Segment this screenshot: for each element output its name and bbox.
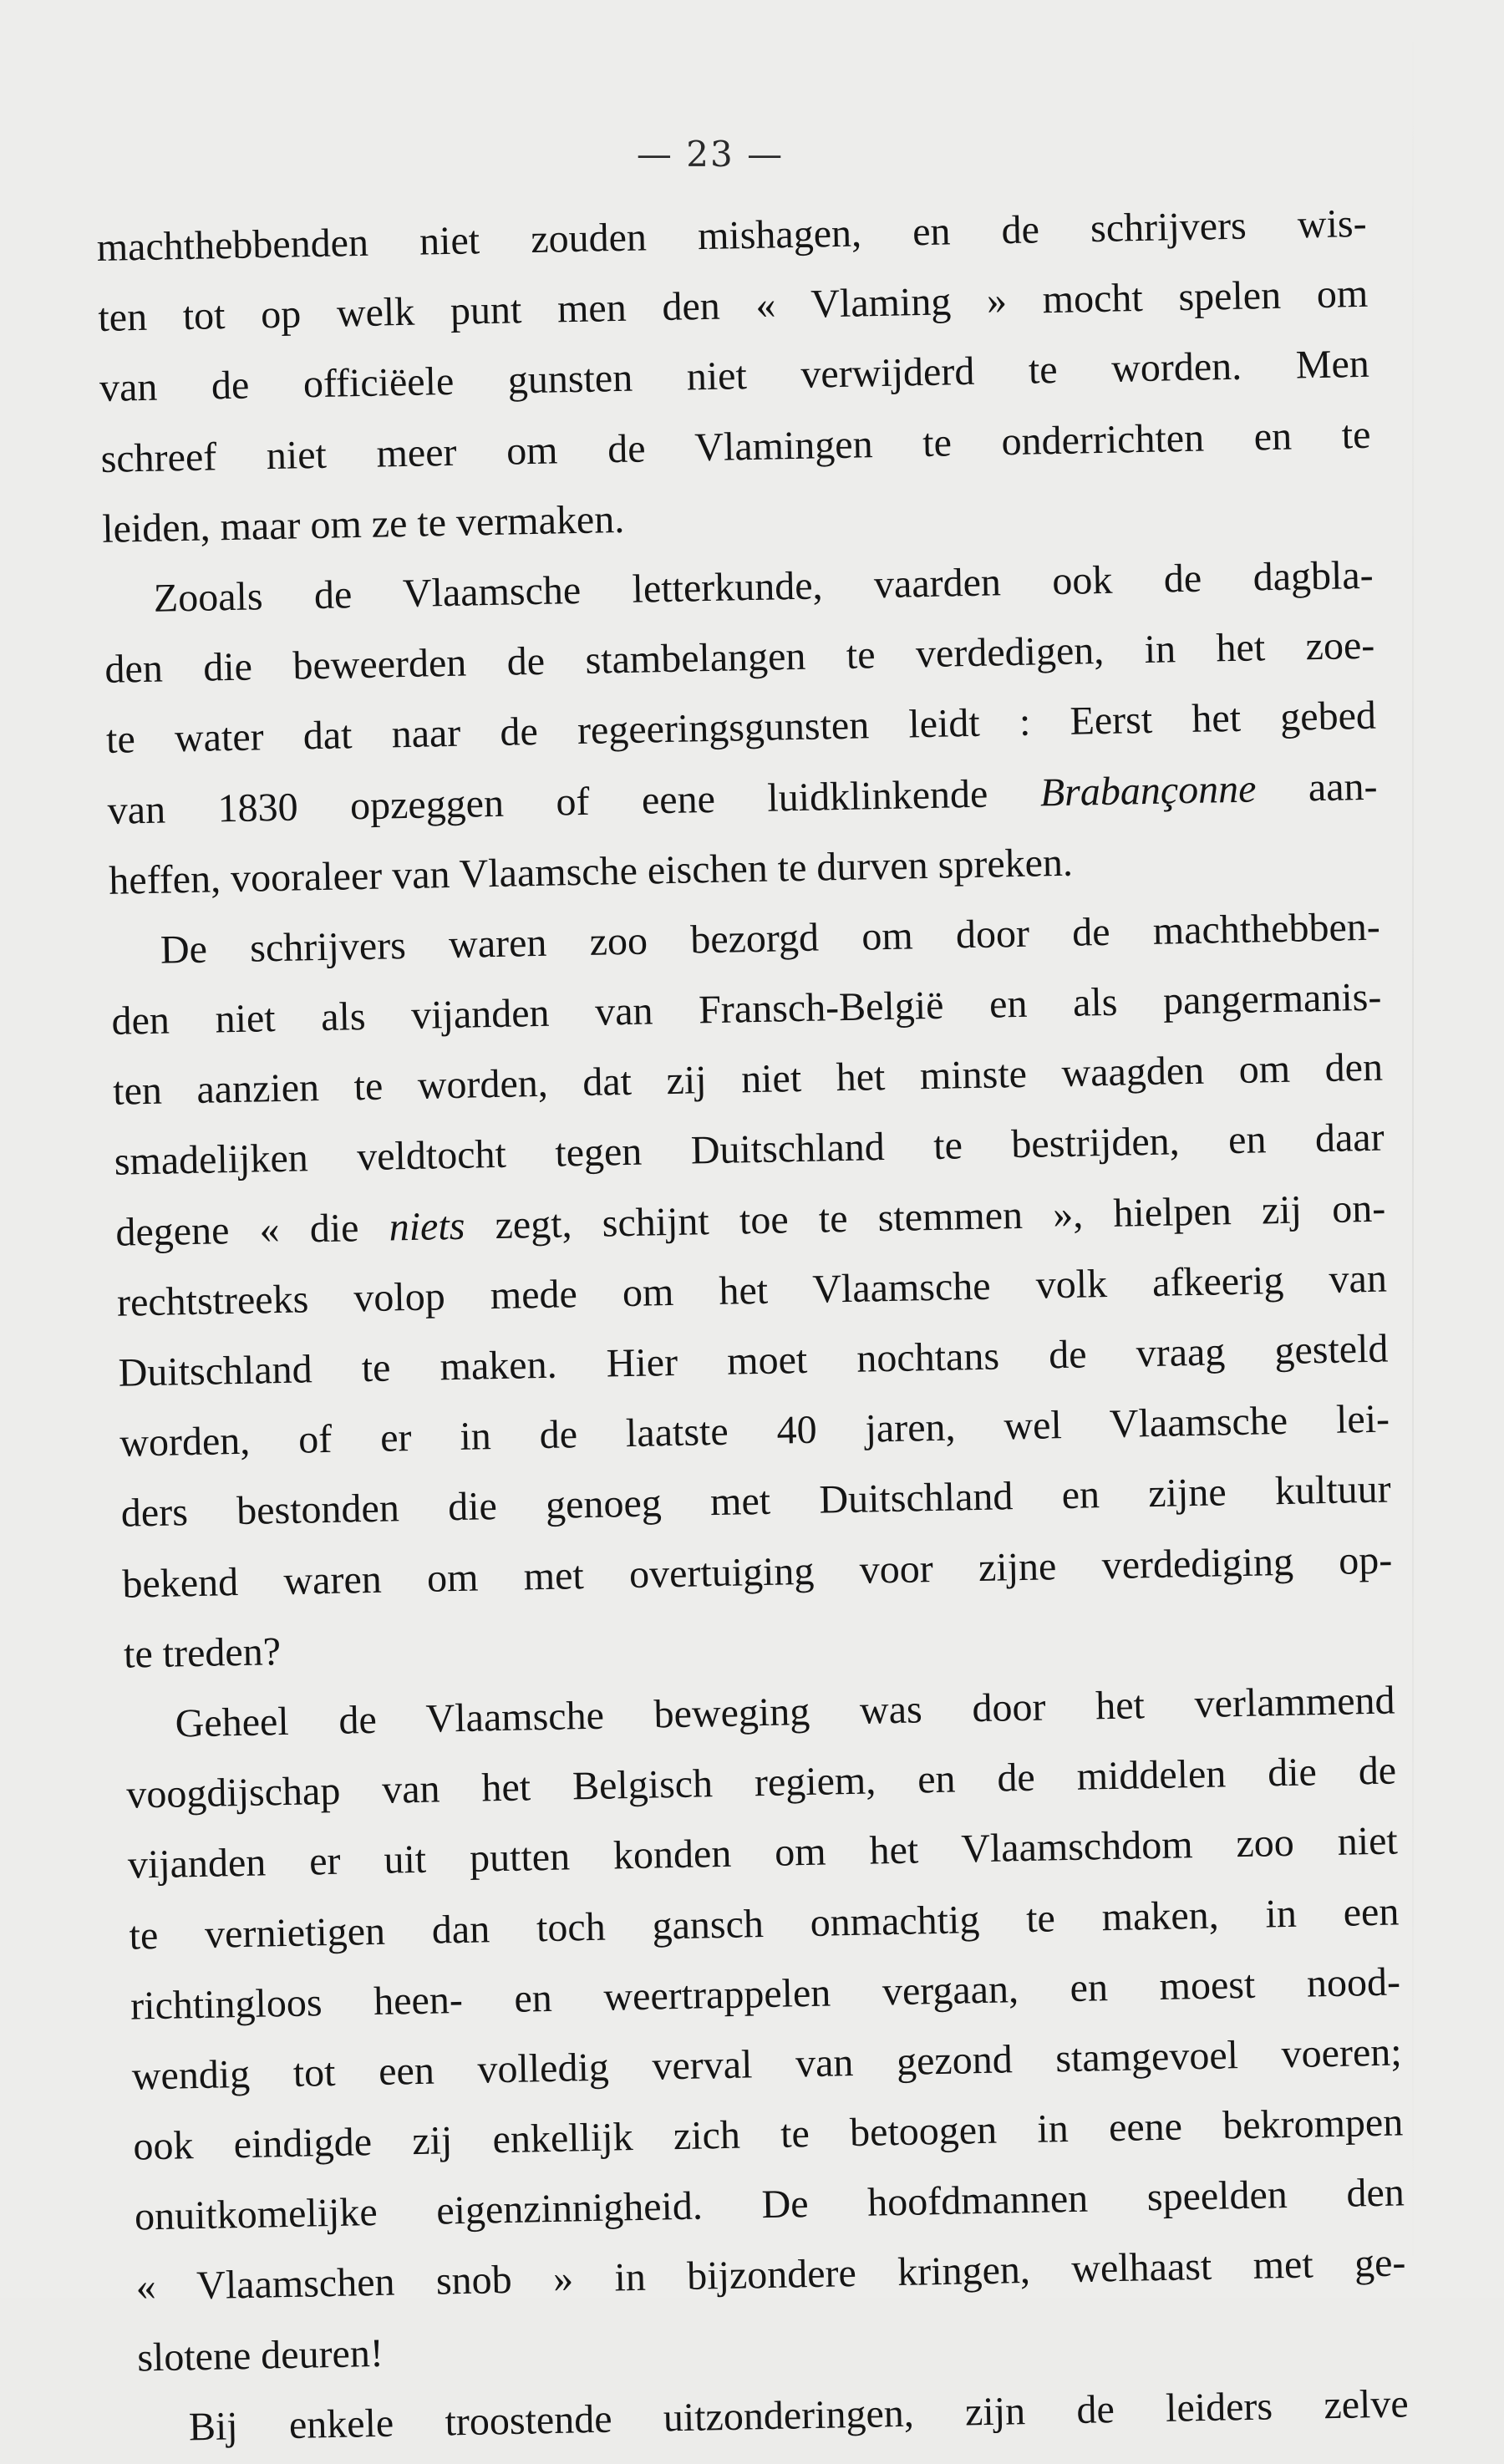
text-line: smadelijken veldtocht tegen Duitschland te bestrijden, en daar <box>114 1115 1385 1185</box>
text-line: bekend waren om met overtuiging voor zijne verdediging op- <box>121 1537 1393 1607</box>
text-line: Geheel de Vlaamsche beweging was door het verlammend <box>175 1678 1395 1746</box>
text-line: van de officiëele gunsten niet verwijderd te worden. Men <box>99 342 1370 411</box>
text-line: vijanden er uit putten konden om het Vlaamschdom zoo niet <box>127 1818 1399 1887</box>
text-line: te treden? <box>123 1628 282 1677</box>
text-line: Duitschland te maken. Hier moet nochtans de vraag gesteld <box>118 1326 1389 1395</box>
text-line: machthebbenden niet zouden mishagen, en de schrijvers wis- <box>96 201 1368 270</box>
emphasis: Brabançonne <box>1039 765 1257 815</box>
text-line: den niet als vijanden van Fransch-België en als pangermanis- <box>111 974 1382 1044</box>
text-line: slotene deuren! <box>136 2330 384 2380</box>
emphasis: niets <box>389 1203 465 1250</box>
text-line: heffen, vooraleer van Vlaamsche eischen te durven spreken. <box>108 840 1074 903</box>
text-line: worden, of er in de laatste 40 jaren, wel Vlaamsche lei- <box>119 1396 1390 1466</box>
text-line: van 1830 opzeggen of eene luidklinkende Brabançonne aan- <box>107 764 1378 833</box>
text-line: te water dat naar de regeeringsgunsten leidt : Eerst het gebed <box>105 693 1377 763</box>
text-line: ders bestonden die genoeg met Duitschland en zijne kultuur <box>120 1466 1392 1537</box>
text-line: Zooals de Vlaamsche letterkunde, vaarden ook de dagbla- <box>153 552 1374 621</box>
text-line: ten tot op welk punt men den « Vlaming » mocht spelen om <box>97 271 1369 341</box>
text-line: voogdijschap van het Belgisch regiem, en de middelen die de <box>125 1748 1397 1817</box>
text-line: onuitkomelijke eigenzinnigheid. De hoofdmannen speelden den <box>134 2170 1405 2239</box>
text-line: leiden, maar om ze te vermaken. <box>101 496 625 551</box>
text-line: richtingloos heen- en weertrappelen vergaan, en moest nood- <box>130 1959 1401 2029</box>
page-number: — 23 — <box>636 134 785 175</box>
text-line: te vernietigen dan toch gansch onmachtig te maken, in een <box>129 1888 1400 1958</box>
body-text <box>96 189 1409 2464</box>
text-line: ook eindigde zij enkellijk zich te betoogen in eene bekrompen <box>132 2100 1404 2169</box>
text-line: De schrijvers waren zoo bezorgd om door de machthebben- <box>160 904 1381 973</box>
text-line: ten aanzien te worden, dat zij niet het minste waagden om den <box>112 1044 1384 1115</box>
text-line: schreef niet meer om de Vlamingen te onderrichten en te <box>100 412 1371 481</box>
page-edge-shadow <box>1412 0 1414 2298</box>
text-line: den die beweerden de stambelangen te verdedigen, in het zoe- <box>104 622 1375 693</box>
text-line: degene « die niets zegt, schijnt toe te stemmen », hielpen zij on- <box>114 1186 1386 1255</box>
text-line: Bij enkele troostende uitzonderingen, zijn de leiders zelve <box>188 2381 1410 2450</box>
text-line: « Vlaamschen snob » in bijzondere kringen, welhaast met ge- <box>135 2240 1406 2309</box>
text-line: rechtstreeks volop mede om het Vlaamsche volk afkeerig van <box>116 1256 1388 1325</box>
text-line: wendig tot een volledig verval van gezond stamgevoel voeren; <box>131 2030 1403 2099</box>
